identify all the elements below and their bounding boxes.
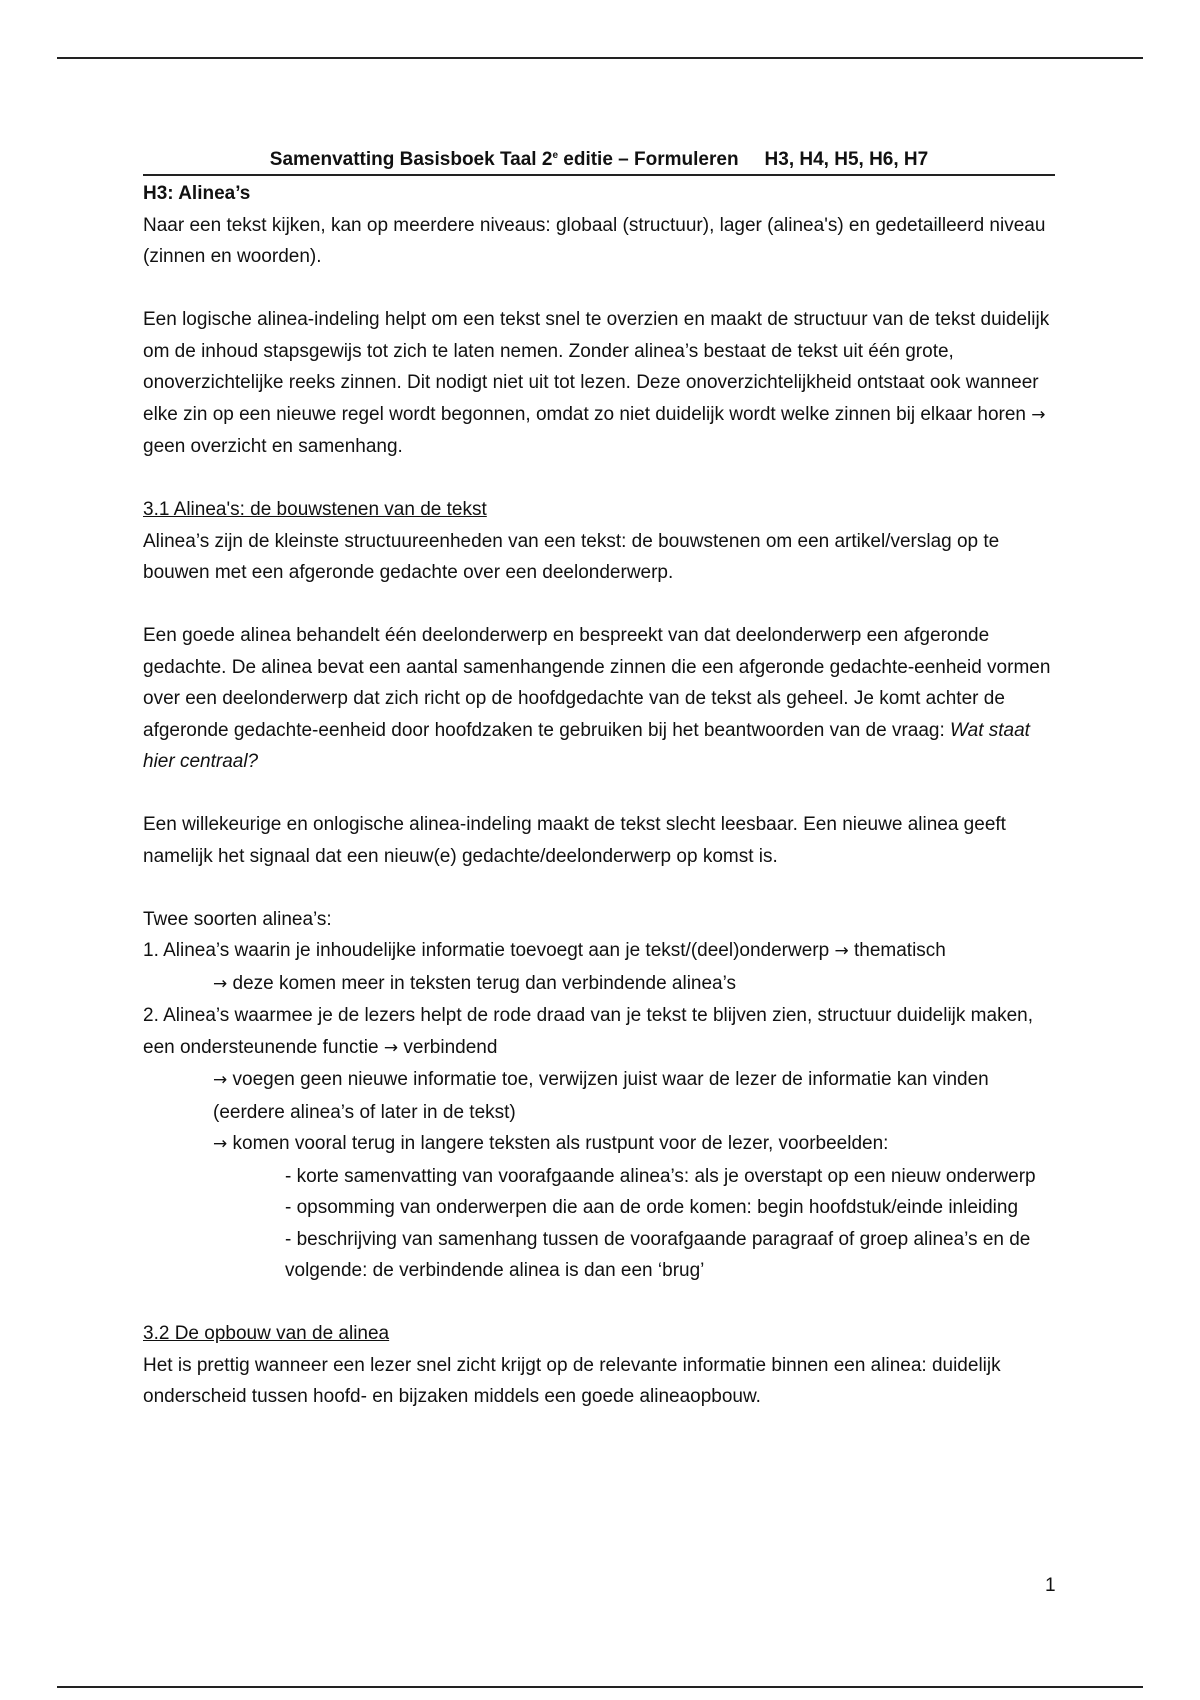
chapter-intro: Naar een tekst kijken, kan op meerdere niveaus: globaal (structuur), lager (alinea's) en gedetailleerd niveau (zinnen en woorden). (143, 214, 1046, 267)
central-question: Wat staat hier centraal? (143, 719, 1030, 772)
arrow-right-icon: → (213, 1134, 228, 1154)
page-number: 1 (1045, 1575, 1056, 1596)
section-3-2-heading: 3.2 De opbouw van de alinea (143, 1323, 390, 1344)
section-3-1-paragraph-3: Een willekeurige en onlogische alinea-indeling maakt de tekst slecht leesbaar. Een nieuwe alinea geeft namelijk het signaal dat een nieuw(e) gedachte/deelonderwerp op komst is. (143, 814, 1006, 867)
paragraph-type-2-note-2: → komen vooral terug in langere teksten als rustpunt voor de lezer, voorbeelden: (213, 1133, 889, 1154)
footer-rule (57, 1686, 1143, 1688)
title-rest: editie – Formuleren (558, 149, 739, 170)
arrow-right-icon: → (1031, 404, 1046, 425)
chapter-heading: H3: Alinea’s (143, 183, 251, 204)
section-3-1-paragraph-1: Alinea’s zijn de kleinste structuureenheden van een tekst: de bouwstenen om een artikel/verslag op te bouwen met een afgeronde gedachte over een deelonderwerp. (143, 530, 1000, 583)
document-title (143, 142, 1055, 176)
paragraph-types-intro: Twee soorten alinea’s: (143, 908, 332, 930)
example-item: - beschrijving van samenhang tussen de voorafgaande paragraaf of groep alinea’s en de volgende: de verbindende alinea is dan een ‘brug’ (285, 1228, 1031, 1281)
header-rule (57, 57, 1143, 59)
section-3-1-heading: 3.1 Alinea's: de bouwstenen van de tekst (143, 499, 487, 520)
example-item: - korte samenvatting van voorafgaande alinea’s: als je overstapt op een nieuw onderwerp (285, 1165, 1036, 1187)
paragraph-type-2: 2. Alinea’s waarmee je de lezers helpt de rode draad van je tekst te blijven zien, structuur duidelijk maken, een ondersteunende functie → verbindend (143, 1005, 1033, 1058)
arrow-right-icon: → (834, 941, 849, 961)
paragraph-type-2-note-1: → voegen geen nieuwe informatie toe, verwijzen juist waar de lezer de informatie kan vinden (eerdere alinea’s of later in de tekst) (213, 1069, 989, 1123)
arrow-right-icon: → (383, 1037, 399, 1058)
arrow-right-icon: → (213, 1070, 228, 1090)
title-main: Samenvatting Basisboek Taal 2 (269, 149, 553, 170)
example-item: - opsomming van onderwerpen die aan de orde komen: begin hoofdstuk/einde inleiding (285, 1197, 1019, 1218)
title-superscript: e (552, 150, 558, 161)
document-page (143, 142, 1055, 1413)
chapter-paragraph-2: Een logische alinea-indeling helpt om een tekst snel te overzien en maakt de structuur van de tekst duidelijk om de inhoud stapsgewijs tot zich te laten nemen. Zonder alinea’s bestaat de tekst uit één grote, onoverzichtelijke reeks zinnen. Dit nodigt niet uit tot lezen. Deze onoverzichtelijkheid ontstaat ook wanneer elke zin op een nieuwe regel wordt begonnen, omdat zo niet duidelijk wordt welke zinnen bij elkaar horen → geen overzicht en samenhang. (143, 309, 1050, 457)
section-3-2-paragraph-1: Het is prettig wanneer een lezer snel zicht krijgt op de relevante informatie binnen een alinea: duidelijk onderscheid tussen hoofd- en bijzaken middels een goede alineaopbouw. (143, 1354, 1001, 1407)
paragraph-type-1: 1. Alinea’s waarin je inhoudelijke informatie toevoegt aan je tekst/(deel)onderwerp → thematisch (143, 940, 946, 961)
paragraph-type-1-note: → deze komen meer in teksten terug dan verbindende alinea’s (213, 972, 737, 994)
section-3-1-paragraph-2: Een goede alinea behandelt één deelonderwerp en bespreekt van dat deelonderwerp een afgeronde gedachte. De alinea bevat een aantal samenhangende zinnen die een afgeronde gedachte-eenheid vormen over een deelonderwerp dat zich richt op de hoofdgedachte van de tekst als geheel. Je komt achter de afgeronde gedachte-eenheid door hoofdzaken te gebruiken bij het beantwoorden van de vraag: Wat staat hier centraal? (143, 625, 1051, 772)
arrow-right-icon: → (213, 973, 228, 994)
title-chapters: H3, H4, H5, H6, H7 (764, 149, 929, 170)
